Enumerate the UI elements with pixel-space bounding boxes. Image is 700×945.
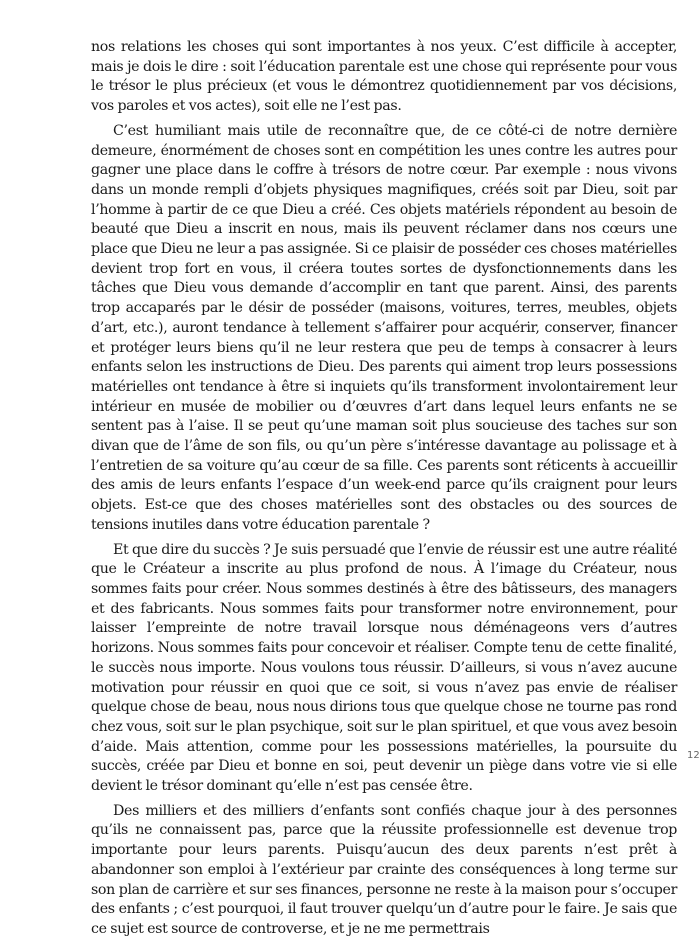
- paragraph-3: Et que dire du succès ? Je suis persuadé que l’envie de réussir est une autre réalité que le Créateur a inscrite au plus profond de nous. À l’image du Créateur, nous sommes faits pour créer. Nous sommes destinés à être des bâtisseurs, des managers et des fabricants. Nous sommes faits pour transformer notre environnement, pour laisser l’empreinte de notre travail lorsque nous déménageons vers d’autres horizons. Nous sommes faits pour concevoir et réaliser. Compte tenu de cette finalité, le succès nous importe. Nous voulons tous réussir. D’ailleurs, si vous n’avez aucune motivation pour réussir en quoi que ce soit, si vous n’avez pas envie de réaliser quelque chose de beau, nous nous dirions tous que quelque chose ne tourne pas rond chez vous, soit sur le plan psychique, soit sur le plan spirituel, et que vous avez besoin d’aide. Mais attention, comme pour les possessions matérielles, la poursuite du succès, créée par Dieu et bonne en soi, peut devenir un piège dans votre vie si elle devient le trésor dominant qu’elle n’est pas censée être.: [91, 541, 677, 795]
- paragraph-1: nos relations les choses qui sont importantes à nos yeux. C’est difficile à accepter, mais je dois le dire : soit l’éducation parentale est une chose qui représente pour vous le trésor le plus précieux (et vous le démontrez quotidiennement par vos décisions, vos paroles et vos actes), soit elle ne l’est pas.: [91, 39, 677, 115]
- page-number: 12: [687, 750, 700, 761]
- body-text: [91, 38, 677, 945]
- paragraph-2: C’est humiliant mais utile de reconnaître que, de ce côté-ci de notre dernière demeure, énormément de choses sont en compétition les unes contre les autres pour gagner une place dans le coffre à trésors de notre cœur. Par exemple : nous vivons dans un monde rempli d’objets physiques magnifiques, créés soit par Dieu, soit par l’homme à partir de ce que Dieu a créé. Ces objets matériels répondent au besoin de beauté que Dieu a inscrit en nous, mais ils peuvent réclamer dans nos cœurs une place que Dieu ne leur a pas assignée. Si ce plaisir de posséder ces choses matérielles devient trop fort en vous, il créera toutes sortes de dysfonctionnements dans les tâches que Dieu vous demande d’accomplir en tant que parent. Ainsi, des parents trop accaparés par le désir de posséder (maisons, voitures, terres, meubles, objets d’art, etc.), auront tendance à tellement s’affairer pour acquérir, conserver, financer et protéger leurs biens qu’il ne leur restera que peu de temps à consacrer à leurs enfants selon les instructions de Dieu. Des parents qui aiment trop leurs possessions matérielles ont tendance à être si inquiets qu’ils transforment involontairement leur intérieur en musée de mobilier ou d’œuvres d’art dans lequel leurs enfants ne se sentent pas à l’aise. Il se peut qu’une maman soit plus soucieuse des taches sur son divan que de l’âme de son fils, ou qu’un père s’intéresse davantage au polissage et à l’entretien de sa voiture qu’au cœur de sa fille. Ces parents sont réticents à accueillir des amis de leurs enfants l’espace d’un week-end parce qu’ils craignent pour leurs objets. Est-ce que des choses matérielles sont des obstacles ou des sources de tensions inutiles dans votre éducation parentale ?: [91, 122, 677, 533]
- paragraph-4: Des milliers et des milliers d’enfants sont confiés chaque jour à des personnes qu’ils ne connaissent pas, parce que la réussite professionnelle est devenue trop importante pour leurs parents. Puisqu’aucun des deux parents n’est prêt à abandonner son emploi à l’extérieur par crainte des conséquences à long terme sur son plan de carrière et sur ses finances, personne ne reste à la maison pour s’occuper des enfants ; c’est pourquoi, il faut trouver quelqu’un d’autre pour le faire. Je sais que ce sujet est source de controverse, et je ne me permettrais: [91, 802, 677, 937]
